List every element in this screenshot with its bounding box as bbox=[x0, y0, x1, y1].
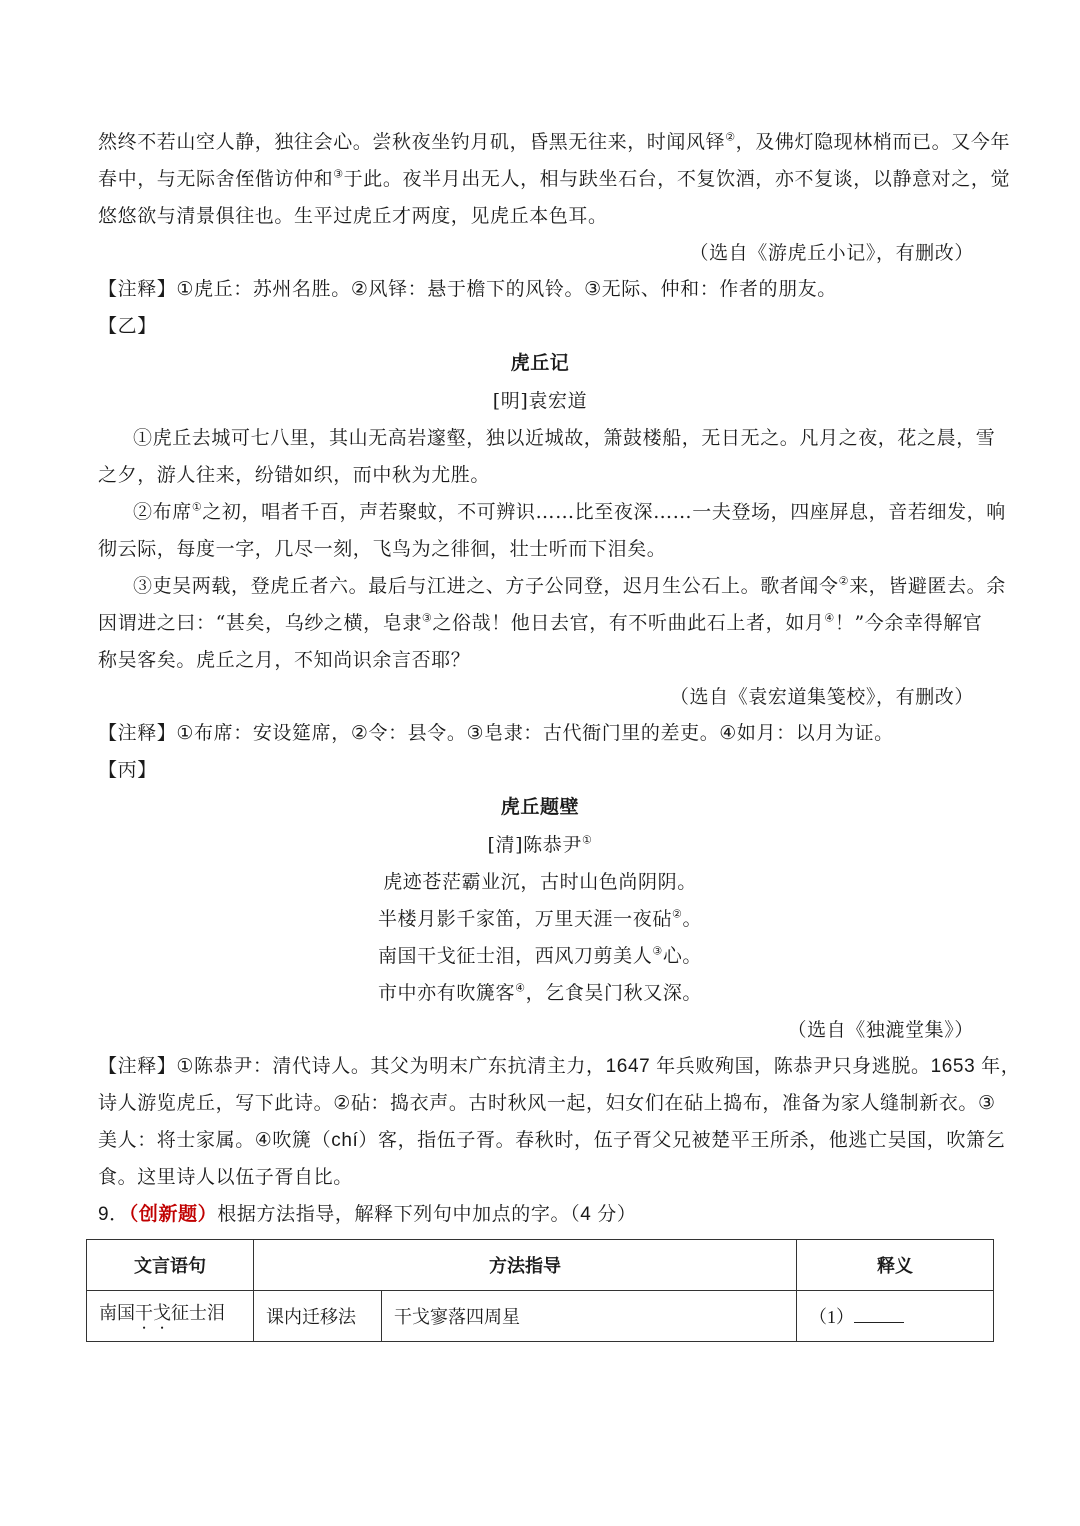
passage-yi-line-3: ②布席①之初，唱者千百，声若聚蚊，不可辨识……比至夜深……一夫登场，四座屏息，音若细发，响 bbox=[133, 500, 1006, 523]
table-cell-example: 干戈寥落四周星 bbox=[382, 1291, 797, 1342]
answer-blank[interactable] bbox=[854, 1306, 904, 1323]
table-header-sentence: 文言语句 bbox=[87, 1240, 254, 1291]
poem-source: （选自《独漉堂集》） bbox=[787, 1019, 974, 1041]
poem-title: 虎丘题壁 bbox=[500, 797, 580, 818]
table-header-method: 方法指导 bbox=[254, 1240, 797, 1291]
passage-yi-title: 虎丘记 bbox=[510, 353, 570, 374]
passage-jia-note: 【注释】①虎丘：苏州名胜。②风铎：悬于檐下的风铃。③无际、仲和：作者的朋友。 bbox=[98, 279, 837, 300]
dotted-characters: 干戈 bbox=[135, 1303, 171, 1323]
section-label-yi: 【乙】 bbox=[98, 316, 157, 337]
question-9-prompt bbox=[98, 1203, 982, 1227]
poem-note-line-2: 诗人游览虎丘，写下此诗。②砧：捣衣声。古时秋风一起，妇女们在砧上捣布，准备为家人缝制新衣。③ bbox=[98, 1093, 996, 1114]
passage-yi-note: 【注释】①布席：安设筵席，②令：县令。③皂隶：古代衙门里的差吏。④如月：以月为证。 bbox=[98, 723, 894, 744]
poem-line-3: 南国干戈征士泪，西风刀剪美人③心。 bbox=[377, 944, 703, 967]
poem-line-2: 半楼月影千家笛，万里天涯一夜砧②。 bbox=[377, 907, 703, 930]
question-text: 根据方法指导，解释下列句中加点的字。（4 分） bbox=[217, 1204, 637, 1225]
table-cell-method: 课内迁移法 bbox=[254, 1291, 382, 1342]
table-cell-answer[interactable] bbox=[797, 1291, 994, 1342]
section-label-bing: 【丙】 bbox=[98, 760, 157, 781]
passage-yi-line-5: ③吏吴两载，登虎丘者六。最后与江进之、方子公同登，迟月生公石上。歌者闻令②来，皆避匿去。余 bbox=[133, 574, 1006, 597]
poem-note-line-4: 食。这里诗人以伍子胥自比。 bbox=[98, 1167, 353, 1188]
passage-yi-line-1: ①虎丘去城可七八里，其山无高岩邃壑，独以近城故，箫鼓楼船，无日无之。凡月之夜，花之晨，雪 bbox=[133, 427, 996, 449]
passage-yi-source: （选自《袁宏道集笺校》，有删改） bbox=[669, 686, 974, 708]
passage-yi-line-2: 之夕，游人往来，纷错如织，而中秋为尤胜。 bbox=[98, 464, 491, 486]
table-header-meaning: 释义 bbox=[797, 1240, 994, 1291]
table-cell-sentence: 南国干戈征士泪 bbox=[87, 1291, 254, 1342]
passage-yi-line-7: 称吴客矣。虎丘之月，不知尚识余言否耶？ bbox=[98, 649, 471, 671]
answer-label: （1） bbox=[809, 1307, 854, 1327]
table-header-row bbox=[87, 1240, 994, 1291]
table-row bbox=[87, 1291, 994, 1342]
question-tag: （创新题） bbox=[128, 1204, 218, 1225]
poem-line-1: 虎迹苍茫霸业沉，古时山色尚阴阴。 bbox=[383, 871, 697, 893]
poem-note-line-3: 美人：将士家属。④吹篪（chí）客，指伍子胥。春秋时，伍子胥父兄被楚平王所杀，他逃亡吴国，吹箫乞 bbox=[98, 1130, 1006, 1151]
poem-note-line-1: 【注释】①陈恭尹：清代诗人。其父为明末广东抗清主力，1647 年兵败殉国，陈恭尹只身逃脱。1653 年， bbox=[98, 1056, 1021, 1077]
passage-yi-line-4: 彻云际，每度一字，几尽一刻，飞鸟为之徘徊，壮士听而下泪矣。 bbox=[98, 538, 667, 560]
question-number: 9． bbox=[98, 1204, 129, 1225]
passage-jia-line-1: 然终不若山空人静，独往会心。尝秋夜坐钓月矶，昏黑无往来，时闻风铎②，及佛灯隐现林梢而已。又今年 bbox=[98, 130, 1011, 153]
passage-yi-line-6: 因谓进之曰：“甚矣，乌纱之横，皂隶③之俗哉！他日去官，有不听曲此石上者，如月④！”今余幸得解官 bbox=[98, 611, 983, 634]
poem-line-4: 市中亦有吹篪客④，乞食吴门秋又深。 bbox=[377, 981, 703, 1004]
question-table bbox=[86, 1239, 994, 1342]
passage-jia-line-2: 春中，与无际舍侄偕访仲和③于此。夜半月出无人，相与趺坐石台，不复饮酒，亦不复谈，以静意对之，觉 bbox=[98, 167, 1011, 190]
poem-author: [清]陈恭尹① bbox=[487, 833, 593, 856]
passage-yi-author: [明]袁宏道 bbox=[492, 390, 588, 412]
passage-jia-line-3: 悠悠欲与清景俱往也。生平过虎丘才两度，见虎丘本色耳。 bbox=[98, 205, 608, 227]
passage-jia-source: （选自《游虎丘小记》，有删改） bbox=[689, 242, 974, 264]
